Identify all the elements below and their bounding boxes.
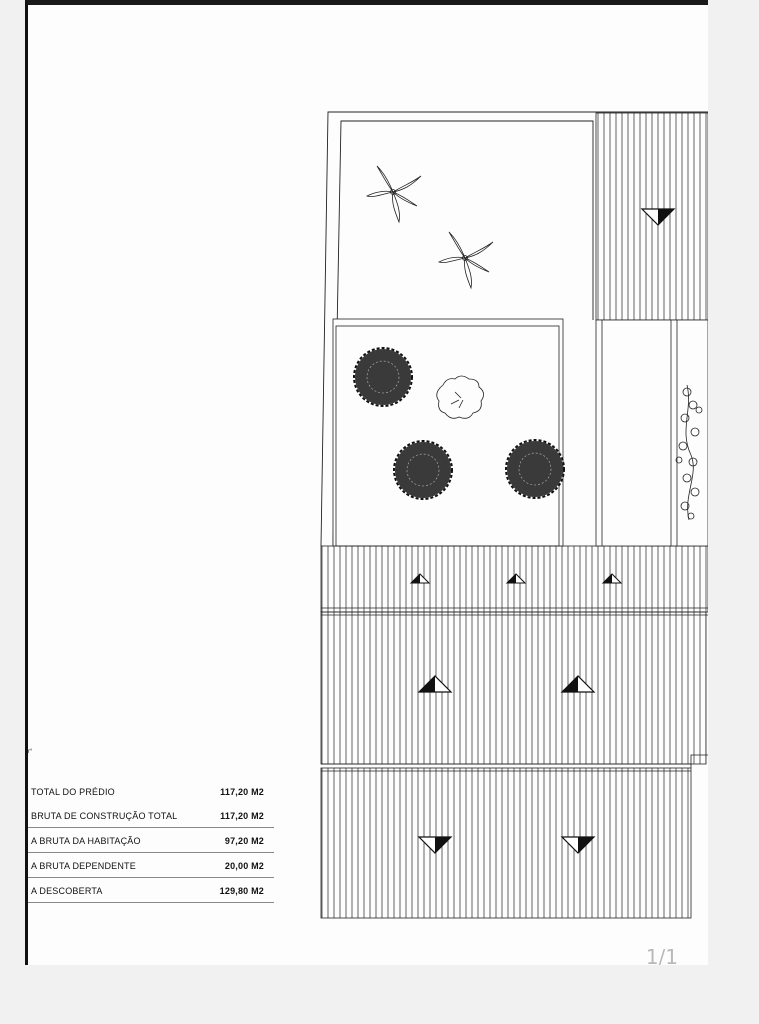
area-summary-table: [28, 773, 274, 903]
area-label: A BRUTA DA HABITAÇÃO: [31, 836, 141, 846]
area-value: 97,20 M2: [224, 836, 264, 846]
area-value: 129,80 M2: [219, 886, 264, 896]
document-page: [25, 0, 708, 965]
area-label: TOTAL DO PRÉDIO: [31, 787, 115, 797]
table-row: [28, 878, 274, 903]
roof-band-2: [321, 612, 706, 764]
area-value: 117,20 M2: [220, 787, 264, 797]
table-row: [28, 853, 274, 878]
roof-band-3: [321, 768, 691, 918]
area-value: 117,20 M2: [220, 811, 264, 821]
table-row: [28, 773, 274, 803]
page-indicator: 1/1: [645, 945, 678, 965]
palm-plant-1: [367, 166, 421, 222]
palm-plant-2: [439, 232, 493, 288]
section-marker: r°: [28, 749, 33, 755]
table-row: [28, 828, 274, 853]
area-value: 20,00 M2: [224, 861, 264, 871]
table-row: [28, 803, 274, 828]
area-label: A BRUTA DEPENDENTE: [31, 861, 136, 871]
area-label: A DESCOBERTA: [31, 886, 103, 896]
area-label: BRUTA DE CONSTRUÇÃO TOTAL: [31, 811, 178, 821]
